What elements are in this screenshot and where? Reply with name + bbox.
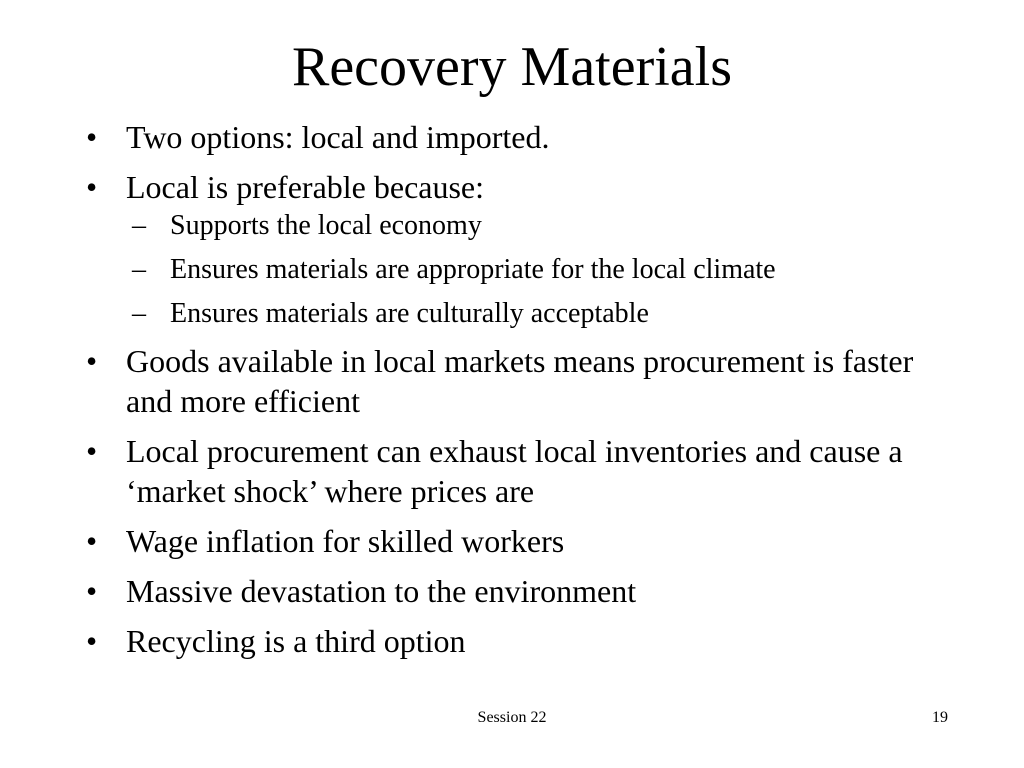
- slide-title: Recovery Materials: [291, 36, 733, 98]
- bullet-item: [86, 431, 966, 511]
- bullet-text: Goods available in local markets means procurement is faster and more efficient: [126, 343, 914, 419]
- bullet-marker: •: [86, 433, 98, 469]
- bullet-text: Wage inflation for skilled workers: [126, 523, 565, 559]
- bullet-item: [86, 621, 966, 661]
- bullet-marker: •: [86, 573, 98, 609]
- bullet-item: [86, 167, 966, 331]
- bullet-text: Local procurement can exhaust local inventories and cause a ‘market shock’ where prices are: [126, 433, 903, 509]
- slide-page-number: 19: [932, 709, 948, 726]
- bullet-text: Recycling is a third option: [126, 623, 466, 659]
- bullet-text: Two options: local and imported.: [126, 119, 550, 155]
- sub-bullet-marker: –: [132, 210, 146, 241]
- bullet-text: Massive devastation to the environment: [126, 573, 637, 609]
- bullet-item: [86, 117, 966, 157]
- bullet-item: [86, 341, 966, 421]
- sub-bullet-item: [132, 253, 966, 287]
- bullet-item: [86, 571, 966, 611]
- sub-bullet-text: Ensures materials are appropriate for the local climate: [170, 254, 776, 285]
- bullet-item: [86, 521, 966, 561]
- sub-bullet-item: [132, 209, 966, 243]
- bullet-marker: •: [86, 523, 98, 559]
- sub-bullet-item: [132, 297, 966, 331]
- bullet-marker: •: [86, 169, 98, 205]
- sub-bullet-list: [132, 209, 966, 331]
- sub-bullet-text: Supports the local economy: [170, 210, 482, 241]
- sub-bullet-marker: –: [132, 254, 146, 285]
- sub-bullet-marker: –: [132, 298, 146, 329]
- bullet-marker: •: [86, 623, 98, 659]
- bullet-marker: •: [86, 119, 98, 155]
- bullet-text: Local is preferable because:: [126, 169, 485, 205]
- bullet-marker: •: [86, 343, 98, 379]
- sub-bullet-text: Ensures materials are culturally acceptable: [170, 298, 649, 329]
- bullet-list: [86, 117, 966, 671]
- footer-session-label: Session 22: [477, 709, 547, 726]
